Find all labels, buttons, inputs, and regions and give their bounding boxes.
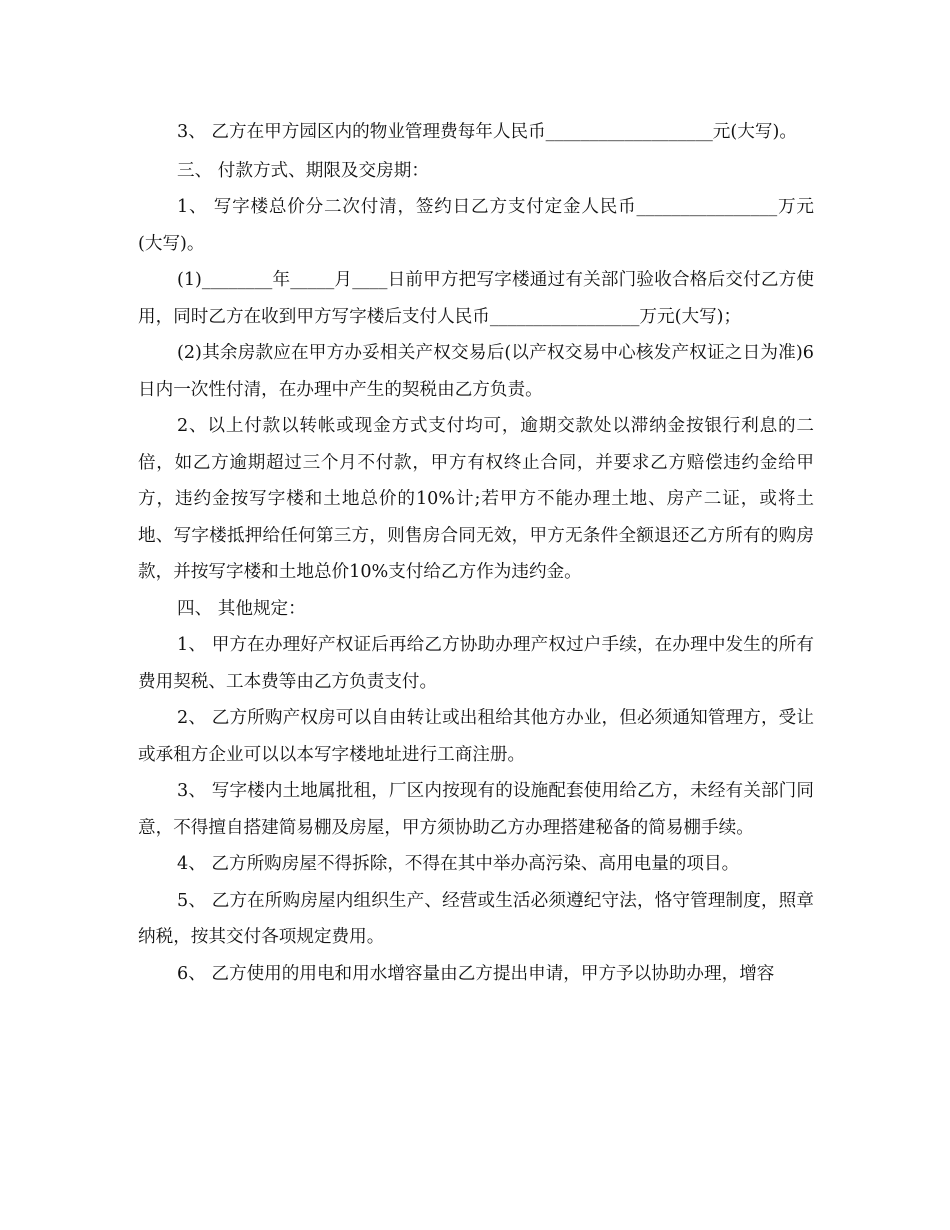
clause-payment-installments: 1、 写字楼总价分二次付清，签约日乙方支付定金人民币________________万元(大写)。 [138,197,814,254]
section-heading-payment: 三、 付款方式、期限及交房期： [177,160,429,181]
document-page [138,114,814,992]
clause-land-lease: 3、 写字楼内土地属批租，厂区内按现有的设施配套使用给乙方，未经有关部门同意，不得擅自搭建简易棚及房屋，甲方须协助乙方办理搭建秘备的简易棚手续。 [138,781,814,838]
clause-no-demolition: 4、 乙方所购房屋不得拆除，不得在其中举办高污染、高用电量的项目。 [177,854,740,874]
section-heading-other: 四、 其他规定： [177,598,306,619]
clause-utility-capacity: 6、 乙方使用的用电和用水增容量由乙方提出申请，甲方予以协助办理，增容 [177,963,775,984]
clause-property-fee: 3、 乙方在甲方园区内的物业管理费每年人民币___________________元(大写)。 [177,122,797,142]
clause-transfer-procedure: 1、 甲方在办理好产权证后再给乙方协助办理产权过户手续，在办理中发生的所有费用契税、工本费等由乙方负责支付。 [138,635,814,692]
clause-payment-remaining: (2)其余房款应在甲方办妥相关产权交易后(以产权交易中心核发产权证之日为准)6日内一次性付清，在办理中产生的契税由乙方负责。 [138,343,814,400]
clause-payment-first: (1)________年_____月____日前甲方把写字楼通过有关部门验收合格后交付乙方使用，同时乙方在收到甲方写字楼后支付人民币_________________万元(大写)； [138,270,814,327]
clause-resale-lease: 2、 乙方所购产权房可以自由转让或出租给其他方办业，但必须通知管理方，受让或承租方企业可以以本写字楼地址进行工商注册。 [138,708,814,765]
clause-payment-method: 2、以上付款以转帐或现金方式支付均可，逾期交款处以滞纳金按银行利息的二倍，如乙方逾期超过三个月不付款，甲方有权终止合同，并要求乙方赔偿违约金给甲方，违约金按写字楼和土地总价的10%计;若甲方不能办理土地、房产二证，或将土地、写字楼抵押给任何第三方，则售房合同无效，甲方无条件全额退还乙方所有的购房款，并按写字楼和土地总价10%支付给乙方作为违约金。 [138,416,814,582]
clause-compliance: 5、 乙方在所购房屋内组织生产、经营或生活必须遵纪守法，恪守管理制度，照章纳税，按其交付各项规定费用。 [138,890,814,947]
